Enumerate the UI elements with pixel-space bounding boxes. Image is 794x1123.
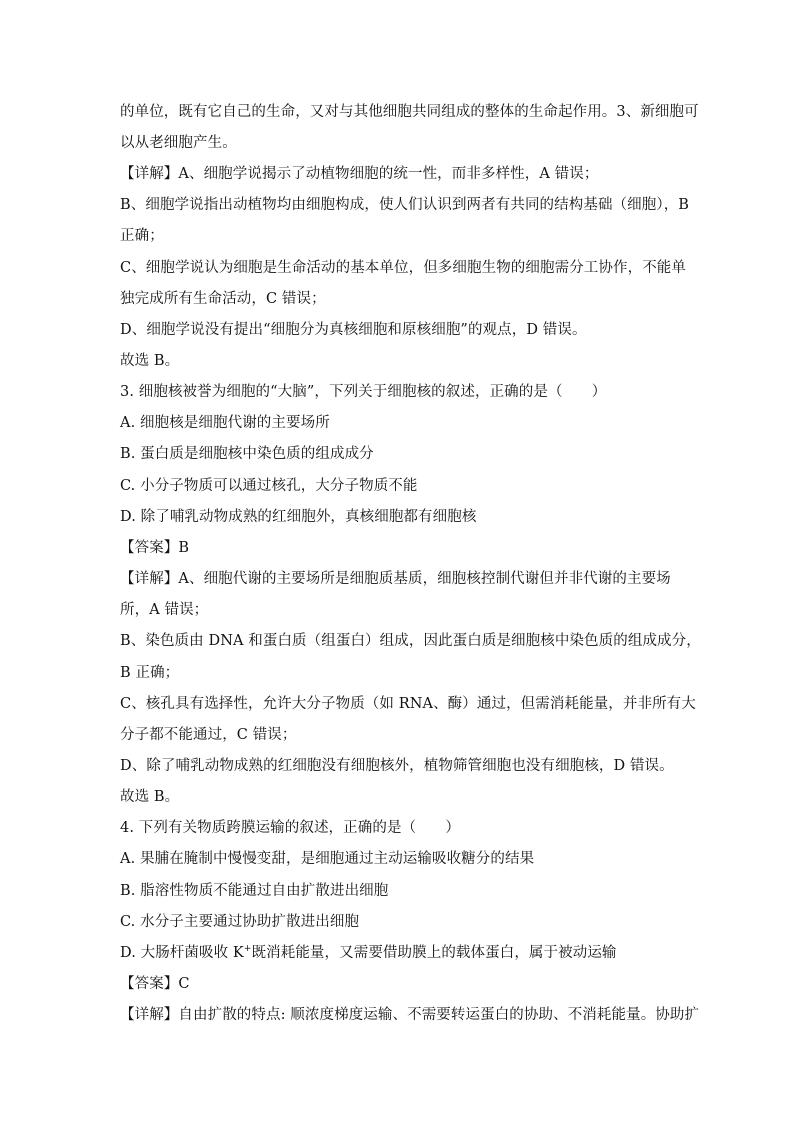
option-d-text-before: D. 大肠杆菌吸收 K	[120, 945, 244, 961]
text-line: 的单位，既有它自己的生命，又对与其他细胞共同组成的整体的生命起作用。3、新细胞可	[120, 104, 699, 120]
question-4-answer: 【答案】C	[120, 976, 190, 992]
question-3-stem: 3. 细胞核被誉为细胞的“大脑”，下列关于细胞核的叙述，正确的是（ ）	[120, 384, 607, 400]
question-3-answer: 【答案】B	[120, 540, 190, 556]
question-4-option-c: C. 水分子主要通过协助扩散进出细胞	[120, 914, 360, 930]
question-4-option-a: A. 果脯在腌制中慢慢变甜，是细胞通过主动运输吸收糖分的结果	[120, 851, 535, 867]
text-line: 【详解】自由扩散的特点: 顺浓度梯度运输、不需要转运蛋白的协助、不消耗能量。协助扩	[120, 1007, 700, 1023]
text-line: 所，A 错误；	[120, 602, 209, 618]
text-line: C、细胞学说认为细胞是生命活动的基本单位，但多细胞生物的细胞需分工协作，不能单	[120, 260, 686, 276]
text-line: 正确；	[120, 228, 164, 244]
question-3-option-c: C. 小分子物质可以通过核孔，大分子物质不能	[120, 478, 418, 494]
superscript-plus: +	[243, 944, 252, 955]
text-line: 【详解】A、细胞代谢的主要场所是细胞质基质，细胞核控制代谢但并非代谢的主要场	[120, 571, 671, 587]
text-line: D、除了哺乳动物成熟的红细胞没有细胞核外，植物筛管细胞也没有细胞核，D 错误。	[120, 758, 674, 774]
question-3-option-d: D. 除了哺乳动物成熟的红细胞外，真核细胞都有细胞核	[120, 509, 477, 525]
text-line: D、细胞学说没有提出“细胞分为真核细胞和原核细胞”的观点，D 错误。	[120, 322, 587, 338]
question-4-option-d	[120, 943, 690, 963]
question-3-option-b: B. 蛋白质是细胞核中染色质的组成成分	[120, 446, 374, 462]
option-d-text-after: 既消耗能量，又需要借助膜上的载体蛋白，属于被动运输	[251, 945, 617, 961]
text-line: 分子都不能通过，C 错误；	[120, 727, 297, 743]
text-line: B、细胞学说指出动植物均由细胞构成，使人们认识到两者有共同的结构基础（细胞），B	[120, 197, 690, 213]
text-line: 以从老细胞产生。	[120, 135, 237, 151]
text-line: B 正确；	[120, 665, 180, 681]
text-line: C、核孔具有选择性，允许大分子物质（如 RNA、酶）通过，但需消耗能量，并非所有大	[120, 696, 696, 712]
text-line: B、染色质由 DNA 和蛋白质（组蛋白）组成，因此蛋白质是细胞核中染色质的组成成分，	[120, 633, 701, 649]
text-line: 独完成所有生命活动，C 错误；	[120, 291, 326, 307]
question-3-option-a: A. 细胞核是细胞代谢的主要场所	[120, 415, 330, 431]
question-4-option-b: B. 脂溶性物质不能通过自由扩散进出细胞	[120, 883, 389, 899]
text-line: 【详解】A、细胞学说揭示了动植物细胞的统一性，而非多样性，A 错误；	[120, 166, 599, 182]
text-line: 故选 B。	[120, 789, 180, 805]
text-line: 故选 B。	[120, 353, 180, 369]
question-4-stem: 4. 下列有关物质跨膜运输的叙述，正确的是（ ）	[120, 820, 460, 836]
